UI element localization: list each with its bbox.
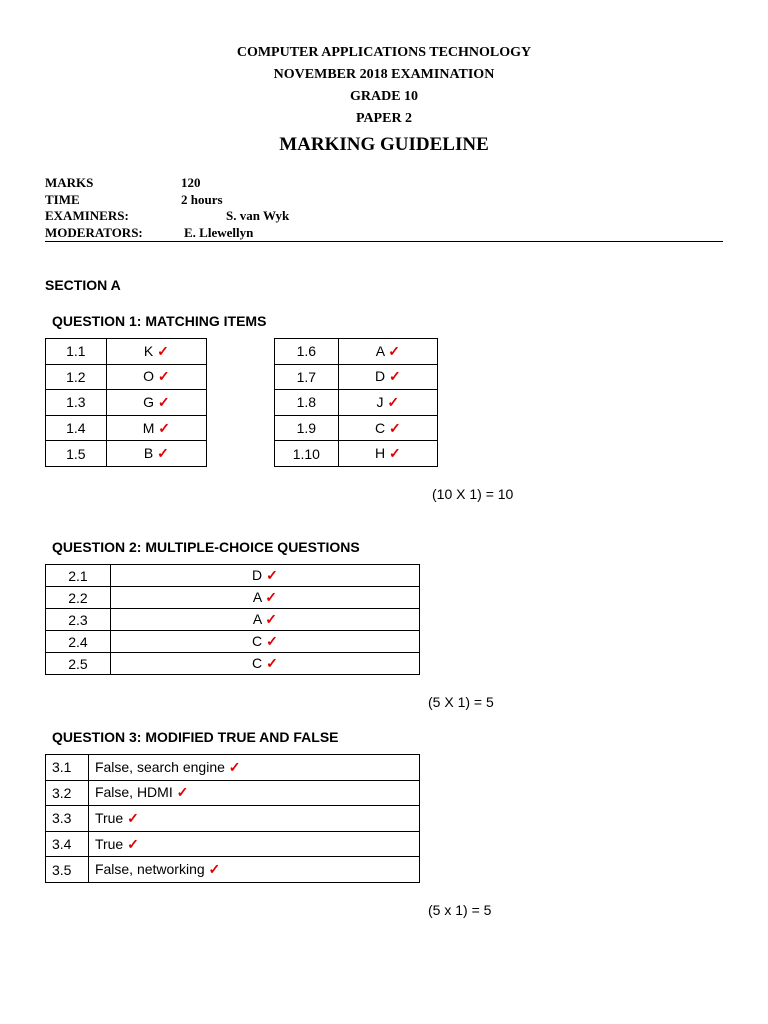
answer-text: D	[374, 368, 386, 385]
answer-cell	[110, 609, 419, 631]
q2-heading: QUESTION 2: MULTIPLE-CHOICE QUESTIONS	[52, 539, 360, 555]
table-row	[46, 587, 420, 609]
answer-cell	[106, 364, 206, 390]
tick-icon: ✓	[157, 445, 169, 462]
tick-icon: ✓	[266, 567, 278, 583]
tick-icon: ✓	[157, 342, 169, 359]
answer-cell	[88, 831, 419, 857]
question-number: 1.4	[46, 415, 107, 441]
time-label: TIME	[45, 191, 80, 207]
question-number: 1.3	[46, 390, 107, 416]
answer-text: O	[143, 368, 154, 385]
q1-table-left	[45, 338, 207, 467]
answer-text: A	[375, 342, 385, 359]
marks-label: MARKS	[45, 175, 94, 190]
question-number: 1.7	[275, 364, 339, 390]
answer-text: H	[374, 445, 386, 462]
paper-heading: PAPER 2	[355, 111, 413, 126]
moderators-label: MODERATORS:	[45, 224, 143, 240]
page-title: MARKING GUIDELINE	[279, 134, 489, 155]
tick-icon: ✓	[388, 342, 400, 359]
table-row	[275, 390, 438, 416]
tick-icon: ✓	[127, 809, 139, 826]
answer-cell	[88, 806, 419, 832]
answer-cell	[106, 415, 206, 441]
q2-table	[45, 564, 420, 675]
answer-cell	[338, 339, 437, 365]
answer-cell	[338, 390, 437, 416]
examiners-value: S. van Wyk	[226, 208, 290, 223]
tick-icon: ✓	[388, 368, 401, 385]
answer-text: C	[374, 419, 386, 436]
answer-text: False, HDMI	[94, 784, 173, 801]
tick-icon: ✓	[388, 445, 401, 462]
question-number: 2.1	[46, 565, 111, 587]
question-number: 1.8	[275, 390, 339, 416]
question-number: 3.2	[46, 780, 89, 806]
header-divider	[45, 241, 723, 242]
answer-text: False, networking	[94, 861, 205, 878]
answer-text: G	[143, 393, 154, 410]
table-row	[275, 415, 438, 441]
answer-cell	[106, 390, 206, 416]
tick-icon: ✓	[388, 419, 401, 436]
answer-cell	[88, 857, 419, 883]
tick-icon: ✓	[157, 368, 170, 385]
question-number: 3.5	[46, 857, 89, 883]
question-number: 1.10	[275, 441, 339, 467]
tick-icon: ✓	[127, 835, 139, 852]
examiners-label: EXAMINERS:	[45, 208, 129, 223]
answer-cell	[338, 441, 437, 467]
tick-icon: ✓	[228, 758, 241, 775]
answer-text: J	[376, 393, 384, 410]
question-number: 1.6	[275, 339, 339, 365]
answer-text: C	[252, 655, 263, 671]
question-number: 1.1	[46, 339, 107, 365]
time-value: 2 hours	[181, 191, 223, 207]
tick-icon: ✓	[266, 633, 278, 649]
table-row	[46, 415, 207, 441]
question-number: 2.4	[46, 631, 111, 653]
question-number: 1.2	[46, 364, 107, 390]
table-row	[46, 831, 420, 857]
answer-cell	[110, 587, 419, 609]
marks-value: 120	[181, 175, 201, 190]
q1-heading: QUESTION 1: MATCHING ITEMS	[52, 313, 267, 329]
tick-icon: ✓	[158, 419, 170, 436]
table-row	[46, 806, 420, 832]
answer-cell	[88, 780, 419, 806]
answer-text: C	[252, 633, 263, 649]
table-row	[275, 441, 438, 467]
table-row	[46, 565, 420, 587]
answer-cell	[110, 653, 419, 675]
table-row	[275, 364, 438, 390]
answer-cell	[110, 565, 419, 587]
answer-text: A	[252, 611, 262, 627]
table-row	[46, 631, 420, 653]
question-number: 1.9	[275, 415, 339, 441]
q3-total: (5 x 1) = 5	[428, 902, 492, 918]
table-row	[46, 780, 420, 806]
table-row	[46, 364, 207, 390]
exam-heading: NOVEMBER 2018 EXAMINATION	[273, 67, 495, 82]
q3-table	[45, 754, 420, 883]
table-row	[46, 755, 420, 781]
table-row	[46, 857, 420, 883]
question-number: 3.1	[46, 755, 89, 781]
answer-text: True	[94, 809, 124, 826]
tick-icon: ✓	[265, 611, 278, 627]
question-number: 2.5	[46, 653, 111, 675]
tick-icon: ✓	[208, 861, 221, 878]
tick-icon: ✓	[157, 393, 170, 410]
answer-cell	[106, 441, 206, 467]
question-number: 3.4	[46, 831, 89, 857]
question-number: 1.5	[46, 441, 107, 467]
moderators-value: E. Llewellyn	[184, 224, 254, 240]
q1-total: (10 X 1) = 10	[432, 486, 514, 502]
grade-heading: GRADE 10	[349, 89, 419, 104]
answer-text: True	[94, 835, 124, 852]
table-row	[46, 653, 420, 675]
answer-text: B	[143, 445, 154, 462]
q2-total: (5 X 1) = 5	[428, 694, 494, 710]
question-number: 3.3	[46, 806, 89, 832]
section-a-heading: SECTION A	[45, 277, 121, 293]
table-row	[275, 339, 438, 365]
answer-text: A	[252, 589, 262, 605]
answer-text: M	[142, 419, 155, 436]
table-row	[46, 441, 207, 467]
answer-text: False, search engine	[94, 758, 225, 775]
tick-icon: ✓	[265, 589, 278, 605]
answer-cell	[338, 364, 437, 390]
answer-cell	[88, 755, 419, 781]
tick-icon: ✓	[387, 393, 400, 410]
answer-cell	[338, 415, 437, 441]
q3-heading: QUESTION 3: MODIFIED TRUE AND FALSE	[52, 729, 339, 745]
tick-icon: ✓	[266, 655, 278, 671]
subject-heading: COMPUTER APPLICATIONS TECHNOLOGY	[236, 45, 532, 60]
q1-table-right	[274, 338, 438, 467]
answer-text: D	[252, 567, 263, 583]
question-number: 2.2	[46, 587, 111, 609]
question-number: 2.3	[46, 609, 111, 631]
table-row	[46, 339, 207, 365]
answer-cell	[106, 339, 206, 365]
answer-cell	[110, 631, 419, 653]
tick-icon: ✓	[176, 784, 189, 801]
table-row	[46, 609, 420, 631]
answer-text: K	[143, 342, 154, 359]
table-row	[46, 390, 207, 416]
